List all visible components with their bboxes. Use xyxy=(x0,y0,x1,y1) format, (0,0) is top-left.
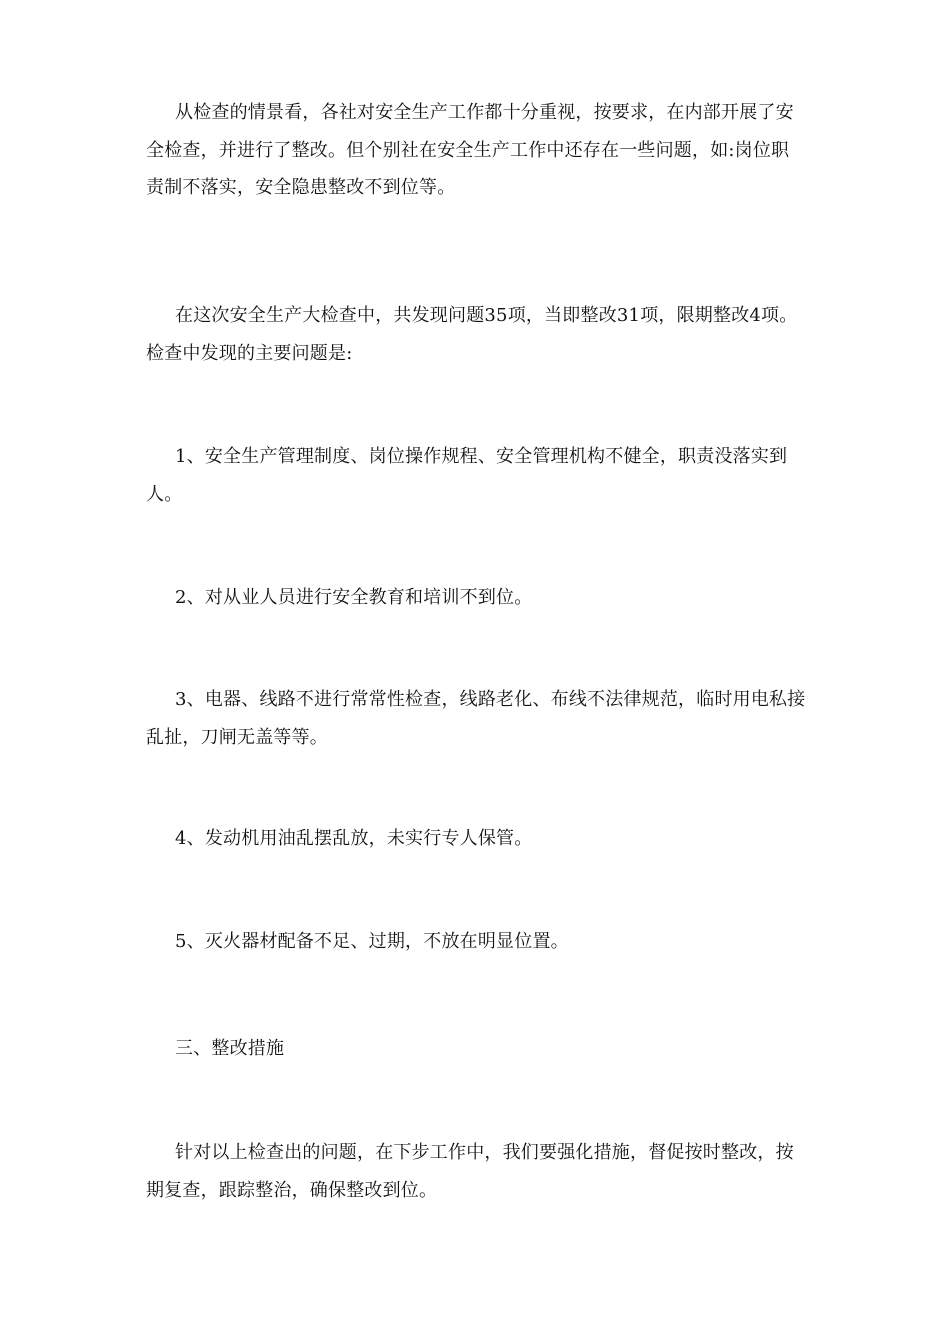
list-item-issue-4: 4、发动机用油乱摆乱放，未实行专人保管。 xyxy=(175,828,533,849)
list-item-issue-5: 5、灭火器材配备不足、过期，不放在明显位置。 xyxy=(175,931,569,952)
paragraph-inspection-overview: 从检查的情景看，各社对安全生产工作都十分重视，按要求，在内部开展了安全检查，并进行了整改。但个别社在安全生产工作中还存在一些问题，如:岗位职责制不落实，安全隐患整改不到位等。 xyxy=(146,102,794,198)
list-item-issue-3: 3、电器、线路不进行常常性检查，线路老化、布线不法律规范，临时用电私接乱扯，刀闸无盖等等。 xyxy=(146,689,806,748)
paragraph-inspection-summary: 在这次安全生产大检查中，共发现问题35项，当即整改31项，限期整改4项。检查中发现的主要问题是: xyxy=(146,305,798,364)
list-item-issue-2: 2、对从业人员进行安全教育和培训不到位。 xyxy=(175,587,533,608)
paragraph-rectification-plan: 针对以上检查出的问题，在下步工作中，我们要强化措施，督促按时整改，按期复查，跟踪整治，确保整改到位。 xyxy=(146,1142,794,1201)
list-item-issue-1: 1、安全生产管理制度、岗位操作规程、安全管理机构不健全，职责没落实到人。 xyxy=(146,446,788,505)
section-heading-rectification-measures: 三、整改措施 xyxy=(175,1038,285,1059)
